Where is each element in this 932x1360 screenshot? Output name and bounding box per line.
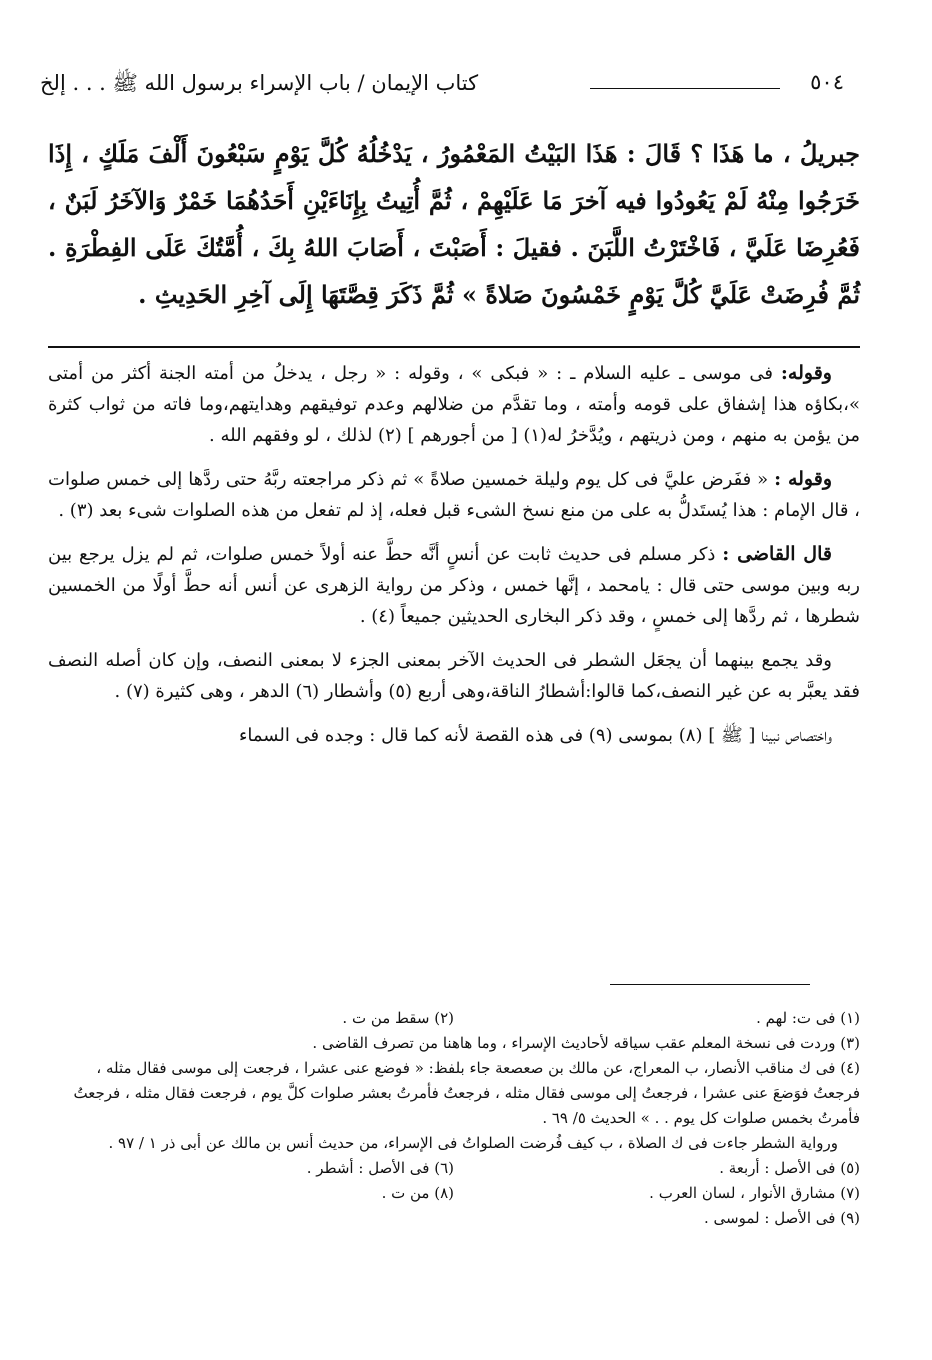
footnote-row [48,1156,860,1181]
paragraph-text: « ففَرض عليَّ فى كل يوم وليلة خمسين صلاةً » ثم ذكر مراجعته ربَّهُ حتى ردَّها إلى خمس صلوات ، قال الإمام : هذا يُستَدلُّ به على من منع نسخ الشىء قبل فعله، إذ لم تفعل من هذه الصلوات شىء بعد (٣) . [48,469,860,521]
section-divider [48,346,860,348]
paragraph-text: فى موسى ـ عليه السلام ـ : « فبكى » ، وقوله : « رجل ، يدخلُ من أمته الجنة أكثر من أمتى »،بكاؤه هذا إشفاق على قومه وأمته ، وما تقدَّم من ضلالهم وعدم توفيقهم وهدايتهم،وما فاته من ثواب كثرة من يؤمن به منهم ، ومن ذريتهم ، ويُدَّخرُ له(١) [ من أجورهم ] (٢) لذلك ، لو وفقهم الله . [48,363,860,446]
running-title: كتاب الإيمان / باب الإسراء برسول الله ﷺ . . . إلخ [40,71,479,95]
footnote-4-continued: ورواية الشطر جاءت فى ك الصلاة ، ب كيف فُرضت الصلواتُ فى الإسراء، من حديث أنس بن مالك عن أبى ذر ١ / ٩٧ . [108,1134,838,1152]
paragraph-text: واختصاص نبينا [ ﷺ ] (٨) بموسى (٩) فى هذه القصة لأنه كما قال : وجده فى السماء [238,725,832,746]
page-number: ٥٠٤ [810,70,844,94]
paragraph-lead: وقوله: [780,362,832,384]
commentary-paragraph [48,539,860,632]
commentary-paragraph [48,645,860,707]
footnote-9: (٩) فى الأصل : لموسى . [704,1209,860,1227]
footnote-4: (٤) فى ك مناقب الأنصار، ب المعراج، عن مالك بن صعصعة جاء بلفظ: « فوضع عنى عشرا ، فرجعت إلى موسى فقال مثله ، فرجعتُ فوَضعَ عنى عشرا ، فرجعتُ إلى موسى فقال مثله ، فرجعتُ فأمرتُ بعشر صلوات كلَّ يوم ، فرجعت فقال مثله ، فرجعتُ فأمرتُ بخمس صلوات كل يوم . . » الحديث ٥/ ٦٩ . [73,1059,860,1127]
paragraph-text: ذكر مسلم فى حديث ثابت عن أنسٍ أنَّه حطَّ عنه أولاً خمس صلوات، ثم لم يزل يرجع بين ربه وبين موسى حتى قال : يامحمد ، إنَّها خمس ، وذكر من رواية الزهرى عن أنس أنه حطَّ أولًا من الخمسين شطرها ، ثم ردَّها إلى خمسٍ ، وقد ذكر البخارى الحديثين جميعاً (٤) . [48,544,860,627]
footnotes [48,1006,860,1231]
footnote-3: (٣) وردت فى نسخة المعلم عقب سياقه لأحاديث الإسراء ، وما هاهنا من تصرف القاضى . [312,1034,860,1052]
page [40,58,890,1348]
paragraph-text: وقد يجمع بينهما أن يجعَل الشطر فى الحديث الآخر بمعنى الجزء لا بمعنى النصف، وإن كان أصله النصف فقد يعبَّر به عن غير النصف،كما قالوا:أشطارُ الناقة،وهى أربع (٥) وأشطار (٦) الدهر ، وهى كثيرة (٧) . [48,650,860,702]
footnote-1: (١) فى ت: لهم . [756,1009,860,1027]
paragraph-lead: قال القاضى : [722,543,832,565]
footnote-8: (٨) من ت . [381,1184,454,1202]
paragraph-lead: وقوله : [774,468,832,490]
footnote-divider [610,984,810,985]
commentary-paragraph [48,358,860,451]
page-header [40,68,890,104]
commentary-paragraph [48,720,860,751]
footnote-6: (٦) فى الأصل : أشطر . [306,1159,454,1177]
footnote-5: (٥) فى الأصل : أربعة . [719,1159,860,1177]
hadith-text: جبريلُ ، ما هَذَا ؟ قَالَ : هَذَا البَيْتُ المَعْمُورُ ، يَدْخُلُهُ كُلَّ يَوْمٍ سَبْعُونَ أَلْفَ مَلَكٍ ، إِذَا خَرَجُوا مِنْهُ لَمْ يَعُودُوا فيه آخرَ مَا عَلَيْهِمْ ، ثُمَّ أُتِيتُ بِإِنَاءَيْنِ أَحَدُهُمَا خَمْرٌ وَالآخَرُ لَبَنٌ ، فَعُرِضَا عَلَيَّ ، فَاخْتَرْتُ اللَّبَنَ . فقيلَ : أَصَبْتَ ، أَصَابَ اللهُ بِكَ ، أُمَّتُكَ عَلَى الفِطْرَةِ . ثُمَّ فُرِضَتْ عَلَيَّ كُلَّ يَوْمٍ خَمْسُونَ صَلاةً » ثُمَّ ذَكَرَ قِصَّتَهَا إِلَى آخِرِ الحَدِيثِ . [48,139,861,309]
header-divider [590,88,780,89]
commentary [48,358,860,764]
footnote-row [48,1181,860,1206]
footnote-7: (٧) مشارق الأنوار ، لسان العرب . [649,1184,860,1202]
commentary-paragraph [48,464,860,526]
footnote-2: (٢) سقط من ت . [342,1009,454,1027]
footnote-row [48,1006,860,1031]
